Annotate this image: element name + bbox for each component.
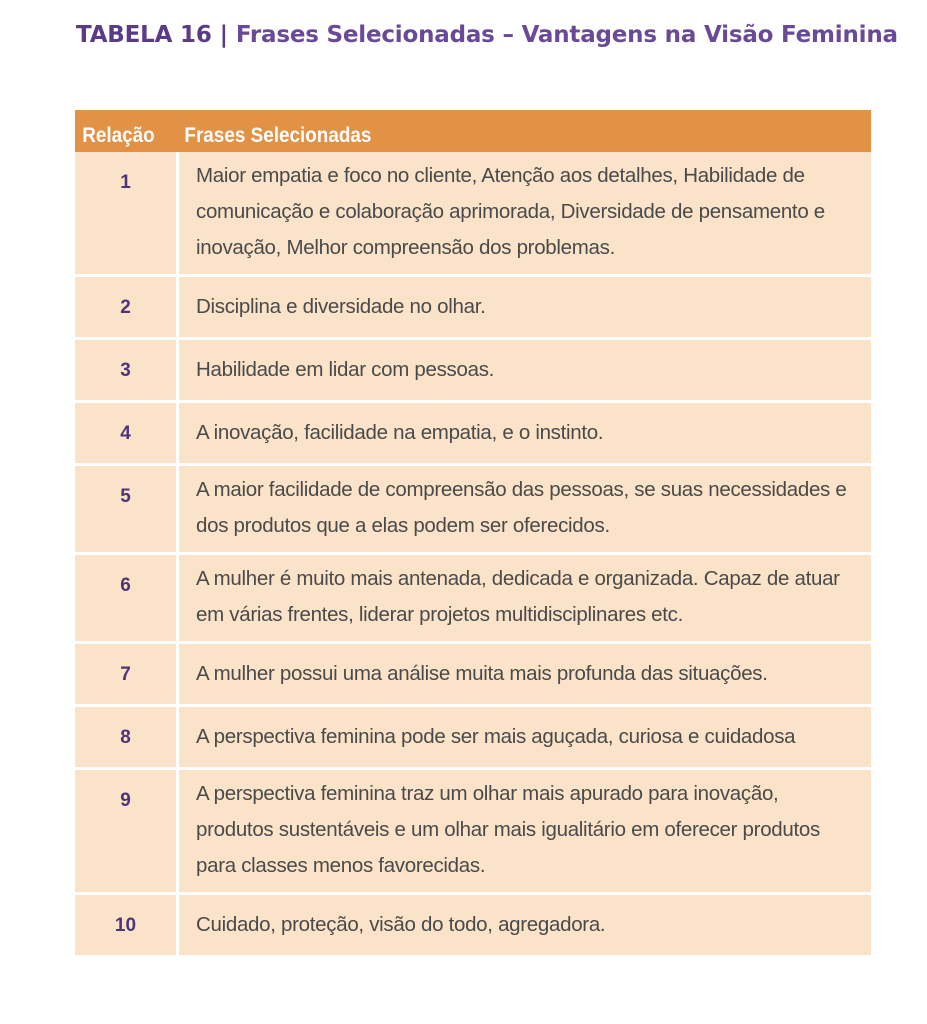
row-number: 8 (75, 707, 179, 767)
table-row (75, 400, 871, 463)
row-number: 7 (75, 644, 179, 704)
row-phrase: A mulher é muito mais antenada, dedicada e organizada. Capaz de atuar em várias frentes, liderar projetos multidisciplinares etc. (196, 567, 840, 626)
table-header-row (75, 110, 871, 152)
row-phrase: A mulher possui uma análise muita mais profunda das situações. (196, 662, 768, 685)
row-number: 2 (75, 277, 179, 337)
row-phrase: Cuidado, proteção, visão do todo, agregadora. (196, 913, 606, 936)
row-phrase: Maior empatia e foco no cliente, Atenção aos detalhes, Habilidade de comunicação e colaboração aprimorada, Diversidade de pensamento e inovação, Melhor compreensão dos problemas. (196, 164, 825, 259)
table-title (76, 22, 898, 48)
row-phrase: Disciplina e diversidade no olhar. (196, 295, 486, 318)
table-row (75, 641, 871, 704)
row-number: 6 (75, 555, 179, 641)
table-row (75, 152, 871, 274)
table-title-name: Frases Selecionadas – Vantagens na Visão Feminina (235, 22, 898, 48)
row-number: 5 (75, 466, 179, 552)
table-row (75, 274, 871, 337)
row-phrase: Habilidade em lidar com pessoas. (196, 358, 495, 381)
row-phrase: A perspectiva feminina pode ser mais aguçada, curiosa e cuidadosa (196, 725, 796, 748)
row-number: 10 (75, 895, 179, 955)
table-row (75, 767, 871, 892)
row-number: 9 (75, 770, 179, 892)
row-phrase: A inovação, facilidade na empatia, e o instinto. (196, 421, 604, 444)
row-number: 1 (75, 152, 179, 274)
header-relacao: Relação (82, 124, 155, 147)
row-phrase: A maior facilidade de compreensão das pessoas, se suas necessidades e dos produtos que a elas podem ser oferecidos. (196, 478, 847, 537)
title-separator: | (219, 22, 228, 48)
table-number-label: TABELA 16 (76, 22, 212, 48)
phrases-table (75, 110, 871, 955)
table-row (75, 704, 871, 767)
row-number: 4 (75, 403, 179, 463)
table-row (75, 463, 871, 552)
row-number: 3 (75, 340, 179, 400)
table-row (75, 337, 871, 400)
table-row (75, 552, 871, 641)
header-frases-selecionadas: Frases Selecionadas (184, 124, 372, 147)
table-row (75, 892, 871, 955)
row-phrase: A perspectiva feminina traz um olhar mais apurado para inovação, produtos sustentáveis e um olhar mais igualitário em oferecer produtos para classes menos favorecidas. (196, 782, 820, 877)
